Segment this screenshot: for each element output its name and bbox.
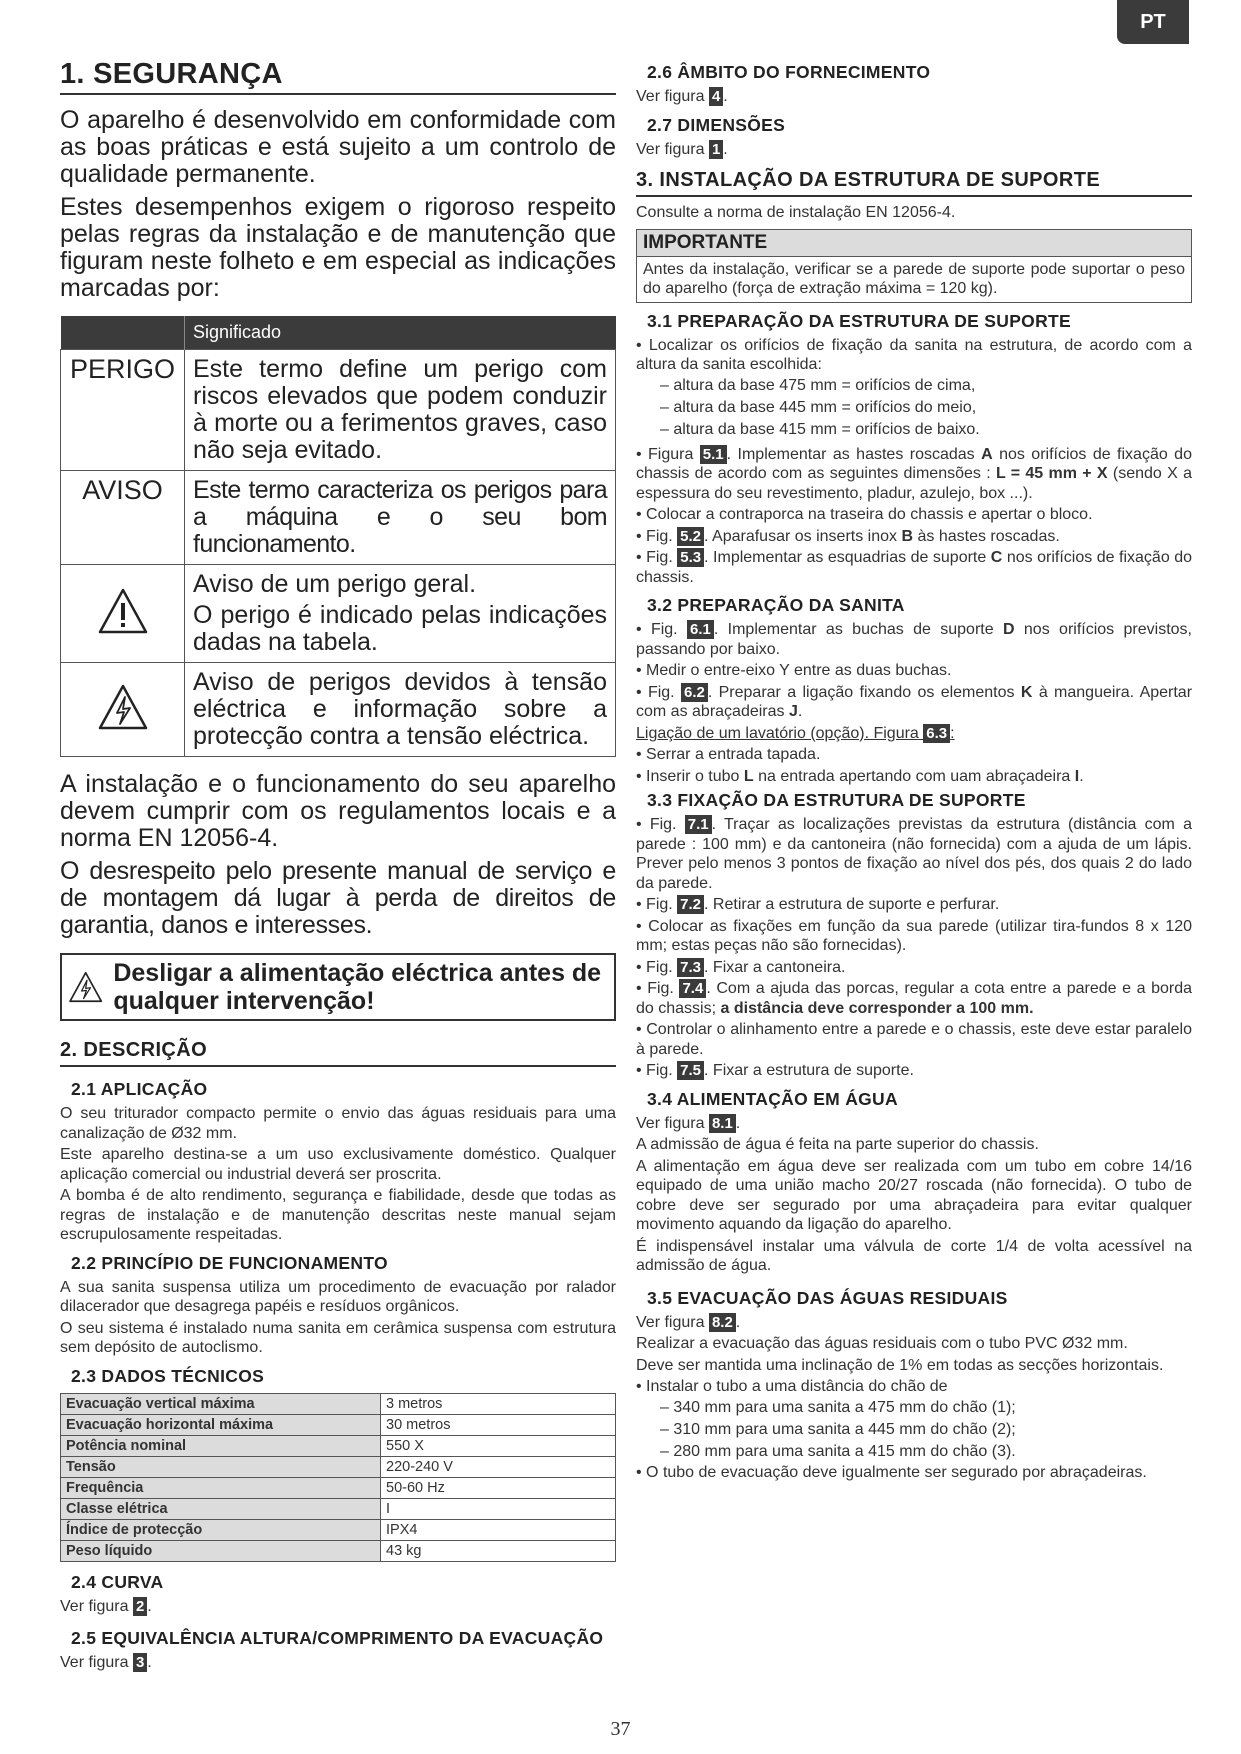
general-warning-icon — [61, 565, 185, 663]
tech-value: 3 metros — [381, 1393, 616, 1414]
figure-badge: 7.3 — [677, 958, 704, 977]
s21-paragraph-2: Este aparelho destina-se a um uso exclusivamente doméstico. Qualquer aplicação comercial ou industrial deverá ser proscrita. — [60, 1146, 616, 1183]
s26-figure-ref: Ver figura 4 . — [636, 88, 728, 105]
section-3-title: 3. INSTALAÇÃO DA ESTRUTURA DE SUPORTE — [636, 169, 1192, 197]
s31-sub-3: – altura da base 415 mm = orifícios de baixo. — [660, 420, 980, 438]
table-row — [61, 1414, 616, 1435]
important-header: IMPORTANTE — [636, 229, 1192, 257]
s35-paragraph-1: Realizar a evacuação das águas residuais com o tubo PVC Ø32 mm. — [636, 1335, 1128, 1352]
tech-value: I — [381, 1498, 616, 1519]
figure-badge: 6.1 — [687, 620, 714, 639]
s31-bullet-2: • Figura 5.1 . Implementar as hastes roscadas A nos orifícios de fixação do chassis de acordo com as seguintes dimensões : L = 45 mm + X (sendo X a espessura do seu revestimento, pladur, azulejo, box ...). — [636, 445, 1192, 502]
table-row — [61, 565, 616, 663]
s31-sub-1: – altura da base 475 mm = orifícios de cima, — [660, 376, 976, 394]
safety-signal-table — [60, 316, 616, 757]
important-text: Antes da instalação, verificar se a parede de suporte pode suportar o peso do aparelho (força de extração máxima = 120 kg). — [636, 257, 1192, 303]
tech-value: 43 kg — [381, 1540, 616, 1561]
tech-key: Peso líquido — [61, 1540, 381, 1561]
s24-figure-ref: Ver figura 2 . — [60, 1597, 152, 1615]
s3-paragraph: Consulte a norma de instalação EN 12056-4. — [636, 204, 956, 221]
s33-bullet-7: • Fig. 7.5 . Fixar a estrutura de suporte. — [636, 1062, 914, 1079]
s32-bullet-1: • Fig. 6.1 . Implementar as buchas de suporte D nos orifícios previstos, passando por baixo. — [636, 621, 1192, 658]
section-2-1-title: 2.1 APLICAÇÃO — [71, 1079, 208, 1099]
tech-key: Tensão — [61, 1456, 381, 1477]
s32-bullet-3: • Fig. 6.2 . Preparar a ligação fixando os elementos K à mangueira. Apertar com as abraçadeiras J. — [636, 683, 1193, 720]
s32-bullet-2: • Medir o entre-eixo Y entre as duas buchas. — [636, 662, 952, 679]
s34-paragraph-3: É indispensável instalar uma válvula de corte 1/4 de volta acessível na admissão de água. — [636, 1237, 1192, 1274]
section-3-4-title: 3.4 ALIMENTAÇÃO EM ÁGUA — [647, 1088, 898, 1109]
figure-badge: 6.3 — [923, 724, 950, 743]
term-aviso: AVISO — [61, 471, 185, 565]
s27-figure-ref: Ver figura 1 . — [636, 140, 728, 158]
section-2-2-title: 2.2 PRINCÍPIO DE FUNCIONAMENTO — [71, 1252, 388, 1273]
s33-bullet-6: • Controlar o alinhamento entre a parede e o chassis, este deve estar paralelo à parede. — [636, 1021, 1192, 1058]
figure-badge: 1 — [709, 140, 723, 159]
tech-value: 30 metros — [381, 1414, 616, 1435]
left-column — [60, 58, 616, 1673]
s35-bullet-2: • O tubo de evacuação deve igualmente ser segurado por abraçadeiras. — [636, 1463, 1147, 1481]
general-warning-line-1: Aviso de um perigo geral. — [193, 570, 477, 598]
s33-bullet-5: • Fig. 7.4 . Com a ajuda das porcas, regular a cota entre a parede e a borda do chassis; a distância deve corresponder a 100 mm. — [636, 980, 1193, 1017]
figure-badge: 7.5 — [677, 1061, 704, 1080]
s34-paragraph-1: A admissão de água é feita na parte superior do chassis. — [636, 1136, 1039, 1153]
table-row — [61, 350, 616, 471]
tech-value: IPX4 — [381, 1519, 616, 1540]
figure-badge: 6.2 — [681, 683, 708, 702]
figure-badge: 7.4 — [679, 979, 706, 998]
tech-key: Índice de protecção — [61, 1519, 381, 1540]
tech-key: Potência nominal — [61, 1435, 381, 1456]
tech-key: Classe elétrica — [61, 1498, 381, 1519]
table-row — [61, 663, 616, 757]
table-header-significado: Significado — [185, 316, 616, 350]
tech-key: Evacuação horizontal máxima — [61, 1414, 381, 1435]
section-3-1-title: 3.1 PREPARAÇÃO DA ESTRUTURA DE SUPORTE — [647, 310, 1071, 331]
table-row — [61, 1393, 616, 1414]
s35-bullet-1: • Instalar o tubo a uma distância do chão de — [636, 1378, 948, 1395]
definition-general-warning — [185, 565, 616, 663]
electrical-warning-icon — [61, 663, 185, 757]
figure-badge: 5.2 — [677, 527, 704, 546]
definition-perigo: Este termo define um perigo com riscos elevados que podem conduzir à morte ou a ferimentos graves, caso não seja evitado. — [185, 350, 616, 471]
section-2-7-title: 2.7 DIMENSÕES — [647, 114, 786, 135]
table-row — [61, 1456, 616, 1477]
section-1-title: 1. SEGURANÇA — [60, 58, 616, 95]
figure-badge: 5.3 — [677, 548, 704, 567]
table-row — [61, 1540, 616, 1561]
table-row — [61, 1498, 616, 1519]
s21-paragraph-1: O seu triturador compacto permite o envio das águas residuais para uma canalização de Ø32 mm. — [60, 1105, 616, 1142]
s33-bullet-4: • Fig. 7.3 . Fixar a cantoneira. — [636, 958, 846, 976]
section-2-3-title: 2.3 DADOS TÉCNICOS — [71, 1365, 265, 1386]
s21-paragraph-3: A bomba é de alto rendimento, segurança e fiabilidade, desde que todas as regras de instalação e de manutenção descritas neste manual sejam escrupulosamente respeitadas. — [60, 1187, 616, 1243]
s35-paragraph-2: Deve ser mantida uma inclinação de 1% em todas as secções horizontais. — [636, 1356, 1164, 1374]
page-number: 37 — [610, 1718, 631, 1740]
tech-value: 220-240 V — [381, 1456, 616, 1477]
figure-badge: 7.1 — [685, 815, 712, 834]
section-2-title: 2. DESCRIÇÃO — [60, 1039, 616, 1067]
s32-washbasin-link: Ligação de um lavatório (opção). Figura 6.3 : — [636, 724, 955, 742]
s35-sub-1: – 340 mm para uma sanita a 475 mm do chão (1); — [660, 1398, 1016, 1416]
electrical-warning-icon — [68, 962, 103, 1012]
s32-bullet-5: • Inserir o tubo L na entrada apertando com uam abraçadeira I. — [636, 767, 1084, 785]
table-row — [61, 471, 616, 565]
intro-paragraph-2: Estes desempenhos exigem o rigoroso respeito pelas regras da instalação e de manutenção que figuram neste folheto e em especial as indicações marcadas por: — [60, 193, 616, 302]
section-3-3-title: 3.3 FIXAÇÃO DA ESTRUTURA DE SUPORTE — [647, 790, 1026, 810]
figure-badge: 2 — [133, 1597, 147, 1616]
s35-sub-2: – 310 mm para uma sanita a 445 mm do chão (2); — [660, 1420, 1016, 1438]
s31-bullet-4: • Fig. 5.2 . Aparafusar os inserts inox B às hastes roscadas. — [636, 527, 1060, 545]
table-header-empty — [61, 316, 185, 350]
right-column — [636, 62, 1192, 1482]
s33-bullet-3: • Colocar as fixações em função da sua parede (utilizar tira-fundos 8 x 120 mm; estas peças não são fornecidas). — [636, 917, 1192, 954]
tech-value: 50-60 Hz — [381, 1477, 616, 1498]
s22-paragraph-1: A sua sanita suspensa utiliza um procedimento de evacuação por ralador dilacerador que desagrega papéis e resíduos orgânicos. — [60, 1278, 616, 1315]
figure-badge: 3 — [133, 1653, 147, 1672]
section-2-6-title: 2.6 ÂMBITO DO FORNECIMENTO — [647, 62, 931, 82]
figure-badge: 8.2 — [709, 1313, 736, 1332]
section-3-2-title: 3.2 PREPARAÇÃO DA SANITA — [647, 595, 905, 615]
s31-bullet-1: • Localizar os orifícios de fixação da sanita na estrutura, de acordo com a altura da sanita escolhida: — [636, 336, 1192, 373]
section-2-4-title: 2.4 CURVA — [71, 1571, 164, 1592]
table-row — [61, 1435, 616, 1456]
s34-figure-ref: Ver figura 8.1 . — [636, 1114, 741, 1132]
after-paragraph-2: O desrespeito pelo presente manual de serviço e de montagem dá lugar à perda de direitos de garantia, danos e interesses. — [60, 857, 616, 939]
s35-figure-ref: Ver figura 8.2 . — [636, 1313, 741, 1331]
tech-key: Evacuação vertical máxima — [61, 1393, 381, 1414]
s33-bullet-2: • Fig. 7.2 . Retirar a estrutura de suporte e perfurar. — [636, 896, 1000, 913]
intro-paragraph-1: O aparelho é desenvolvido em conformidade com as boas práticas e está sujeito a um controlo de qualidade permanente. — [60, 106, 616, 188]
technical-data-table — [60, 1393, 616, 1562]
section-2-5-title: 2.5 EQUIVALÊNCIA ALTURA/COMPRIMENTO DA EVACUAÇÃO — [71, 1628, 604, 1648]
s32-bullet-4: • Serrar a entrada tapada. — [636, 746, 821, 763]
tech-key: Frequência — [61, 1477, 381, 1498]
definition-electrical-warning: Aviso de perigos devidos à tensão eléctrica e informação sobre a protecção contra a tensão eléctrica. — [185, 663, 616, 757]
table-row — [61, 1519, 616, 1540]
figure-badge: 5.1 — [700, 445, 727, 464]
language-tab: PT — [1117, 0, 1189, 44]
s25-figure-ref: Ver figura 3 . — [60, 1654, 152, 1671]
s31-sub-2: – altura da base 445 mm = orifícios do meio, — [660, 398, 977, 416]
tech-value: 550 X — [381, 1435, 616, 1456]
figure-badge: 7.2 — [677, 895, 704, 914]
general-warning-line-2: O perigo é indicado pelas indicações dadas na tabela. — [193, 601, 607, 656]
table-row — [61, 1477, 616, 1498]
s35-sub-3: – 280 mm para uma sanita a 415 mm do chão (3). — [660, 1442, 1016, 1460]
definition-aviso: Este termo caracteriza os perigos para a máquina e o seu bom funcionamento. — [185, 471, 616, 565]
s33-bullet-1: • Fig. 7.1 . Traçar as localizações previstas da estrutura (distância com a parede : 100 mm) e da cantoneira (não fornecida) com a ajuda de um lápis. Prever pelo menos 3 pontos de fixação ao nível dos pés, dos quais 2 do lado da parede. — [636, 816, 1193, 892]
figure-badge: 8.1 — [709, 1114, 736, 1133]
s31-bullet-5: • Fig. 5.3 . Implementar as esquadrias de suporte C nos orifícios de fixação do chassis. — [636, 549, 1193, 586]
s22-paragraph-2: O seu sistema é instalado numa sanita em cerâmica suspensa com estrutura sem depósito de autoclismo. — [60, 1319, 616, 1356]
disconnect-warning-text: Desligar a alimentação eléctrica antes de qualquer intervenção! — [113, 959, 602, 1015]
term-perigo: PERIGO — [61, 350, 185, 471]
figure-badge: 4 — [709, 87, 723, 106]
after-paragraph-1: A instalação e o funcionamento do seu aparelho devem cumprir com os regulamentos locais e a norma EN 12056-4. — [60, 770, 616, 852]
s31-bullet-3: • Colocar a contraporca na traseira do chassis e apertar o bloco. — [636, 506, 1093, 523]
s34-paragraph-2: A alimentação em água deve ser realizada com um tubo em cobre 14/16 equipado de uma união macho 20/27 roscada (não fornecida). O tubo de cobre deve ser segurado por uma abraçadeira para evitar qualquer movimento aquando da ligação do aparelho. — [636, 1157, 1192, 1233]
section-3-5-title: 3.5 EVACUAÇÃO DAS ÁGUAS RESIDUAIS — [647, 1287, 1008, 1308]
disconnect-warning-box — [60, 953, 616, 1021]
